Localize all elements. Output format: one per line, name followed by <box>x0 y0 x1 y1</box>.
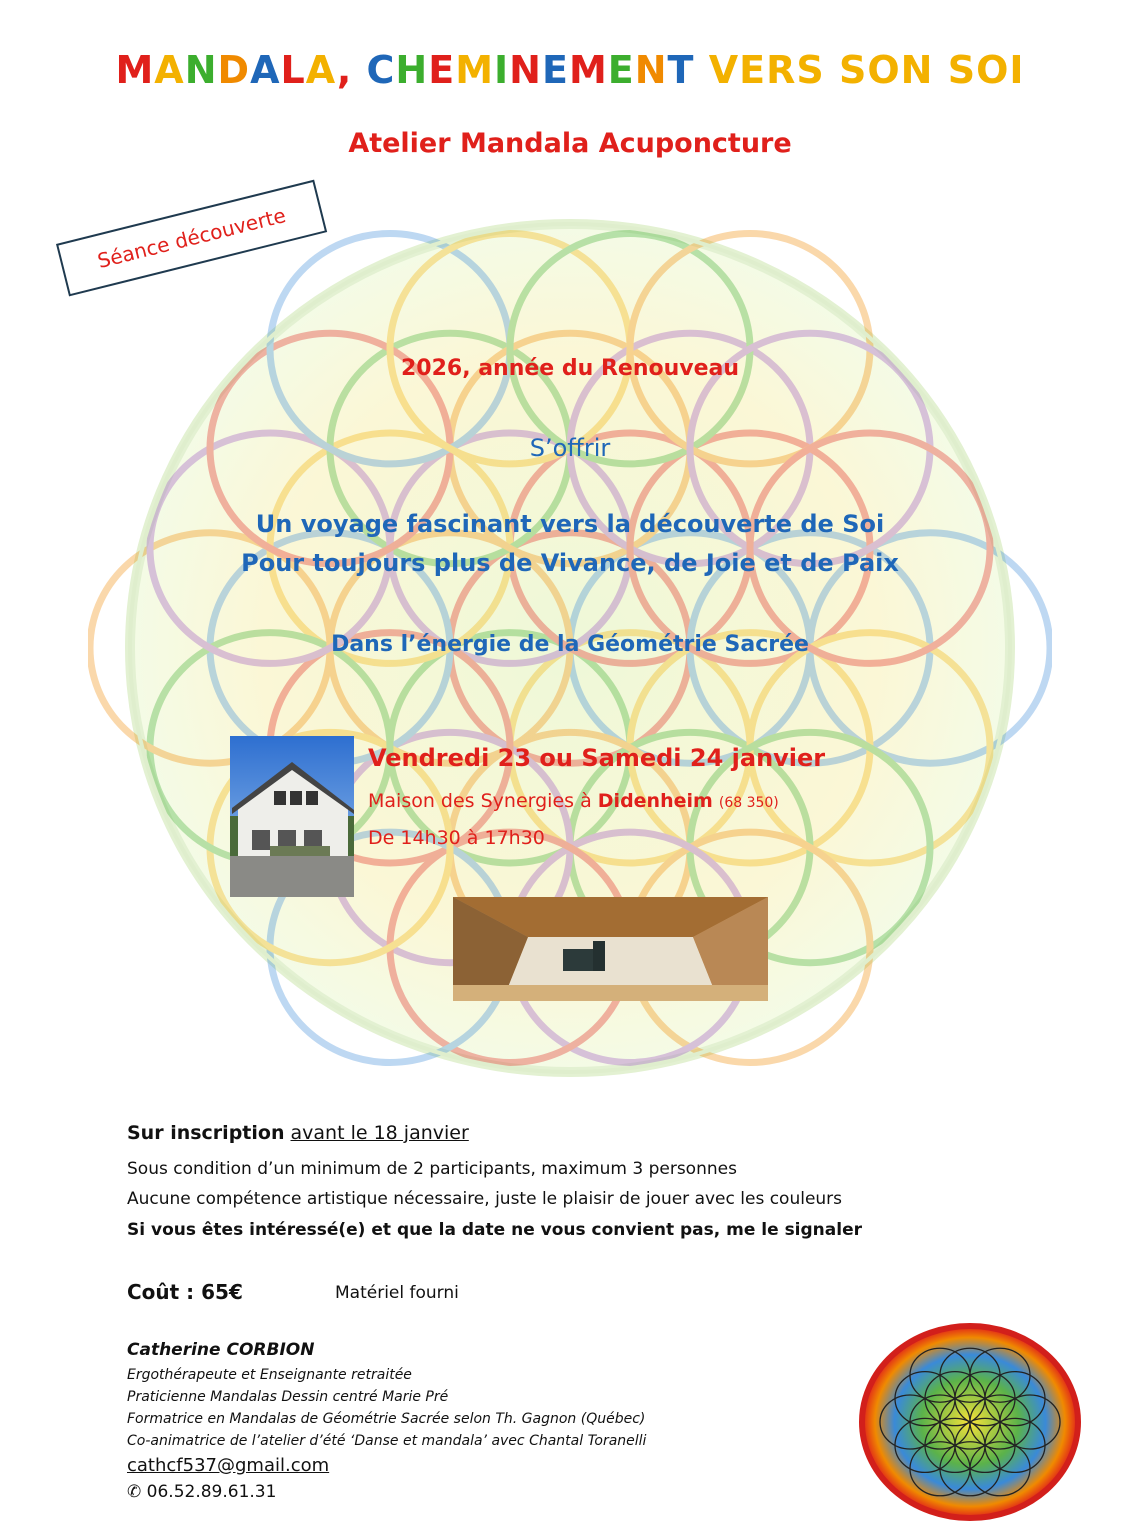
title-letter: M <box>568 48 608 92</box>
title-letter: A <box>305 48 337 92</box>
title-letter: E <box>428 48 456 92</box>
subtitle: Atelier Mandala Acuponcture <box>348 128 792 159</box>
author-line-4: Co-animatrice de l’atelier d’été ‘Danse et mandala’ avec Chantal Toranelli <box>127 1433 647 1449</box>
title-letter <box>933 48 947 92</box>
voyage-line: Un voyage fascinant vers la découverte de Soi <box>255 510 885 538</box>
title-letter: C <box>366 48 396 92</box>
place-city: Didenheim <box>597 790 713 812</box>
title-letter: O <box>976 48 1010 92</box>
room-photo <box>453 897 768 1001</box>
title-letter: E <box>607 48 635 92</box>
registration-line <box>127 1122 469 1144</box>
title-letter: M <box>455 48 495 92</box>
author-line-2: Praticienne Mandalas Dessin centré Marie Pré <box>127 1389 449 1405</box>
title-letter: S <box>796 48 825 92</box>
event-hours: De 14h30 à 17h30 <box>368 827 545 849</box>
title-letter: O <box>867 48 901 92</box>
author-phone <box>127 1482 276 1502</box>
event-place <box>368 790 779 812</box>
title-letter: , <box>336 48 353 92</box>
title-letter: A <box>250 48 281 92</box>
title-letter: T <box>667 48 695 92</box>
small-mandala <box>858 1322 1082 1522</box>
registration-label: Sur inscription <box>127 1122 285 1144</box>
title-letter: S <box>838 48 868 92</box>
title-letter: E <box>541 48 569 92</box>
title-letter: H <box>395 48 429 92</box>
title-letter: I <box>494 48 510 92</box>
title-letter <box>352 48 366 92</box>
condition-line: Sous condition d’un minimum de 2 participants, maximum 3 personnes <box>127 1159 737 1179</box>
place-prefix: Maison des Synergies à <box>368 790 598 812</box>
skills-line: Aucune compétence artistique nécessaire, juste le plaisir de jouer avec les couleurs <box>127 1189 843 1209</box>
title-letter: N <box>900 48 934 92</box>
title-letter: N <box>509 48 542 92</box>
title-letter <box>825 48 839 92</box>
joy-line: Pour toujours plus de Vivance, de Joie et de Paix <box>241 549 899 577</box>
phone-number: 06.52.89.61.31 <box>146 1482 277 1502</box>
title-letter: A <box>154 48 185 92</box>
title-letter: E <box>739 48 767 92</box>
title-letter: L <box>280 48 306 92</box>
cost-label: Coût : 65€ <box>127 1280 243 1304</box>
phone-icon: ✆ <box>127 1482 142 1502</box>
title-letter: V <box>708 48 740 92</box>
registration-deadline: avant le 18 janvier <box>290 1122 469 1144</box>
year-line: 2026, année du Renouveau <box>400 356 740 381</box>
main-title <box>0 48 1140 92</box>
badge-label: Séance découverte <box>95 203 289 274</box>
title-letter: M <box>115 48 155 92</box>
material-note: Matériel fourni <box>335 1283 459 1303</box>
event-dates: Vendredi 23 ou Samedi 24 janvier <box>368 744 826 772</box>
geometry-line: Dans l’énergie de la Géométrie Sacrée <box>331 632 809 657</box>
title-letter: N <box>184 48 218 92</box>
title-letter: R <box>766 48 797 92</box>
title-letter: N <box>634 48 668 92</box>
offer-line: S’offrir <box>529 434 611 462</box>
title-letter: D <box>217 48 251 92</box>
place-postcode: (68 350) <box>718 795 779 811</box>
author-line-1: Ergothérapeute et Enseignante retraitée <box>127 1367 412 1383</box>
title-letter: I <box>1009 48 1025 92</box>
author-name: Catherine CORBION <box>127 1340 315 1360</box>
title-letter: S <box>947 48 977 92</box>
author-email-link[interactable]: cathcf537@gmail.com <box>127 1455 330 1476</box>
author-line-3: Formatrice en Mandalas de Géométrie Sacrée selon Th. Gagnon (Québec) <box>127 1411 646 1427</box>
title-letter <box>694 48 708 92</box>
house-photo <box>230 736 354 897</box>
contact-note: Si vous êtes intéressé(e) et que la date ne vous convient pas, me le signaler <box>127 1220 862 1240</box>
